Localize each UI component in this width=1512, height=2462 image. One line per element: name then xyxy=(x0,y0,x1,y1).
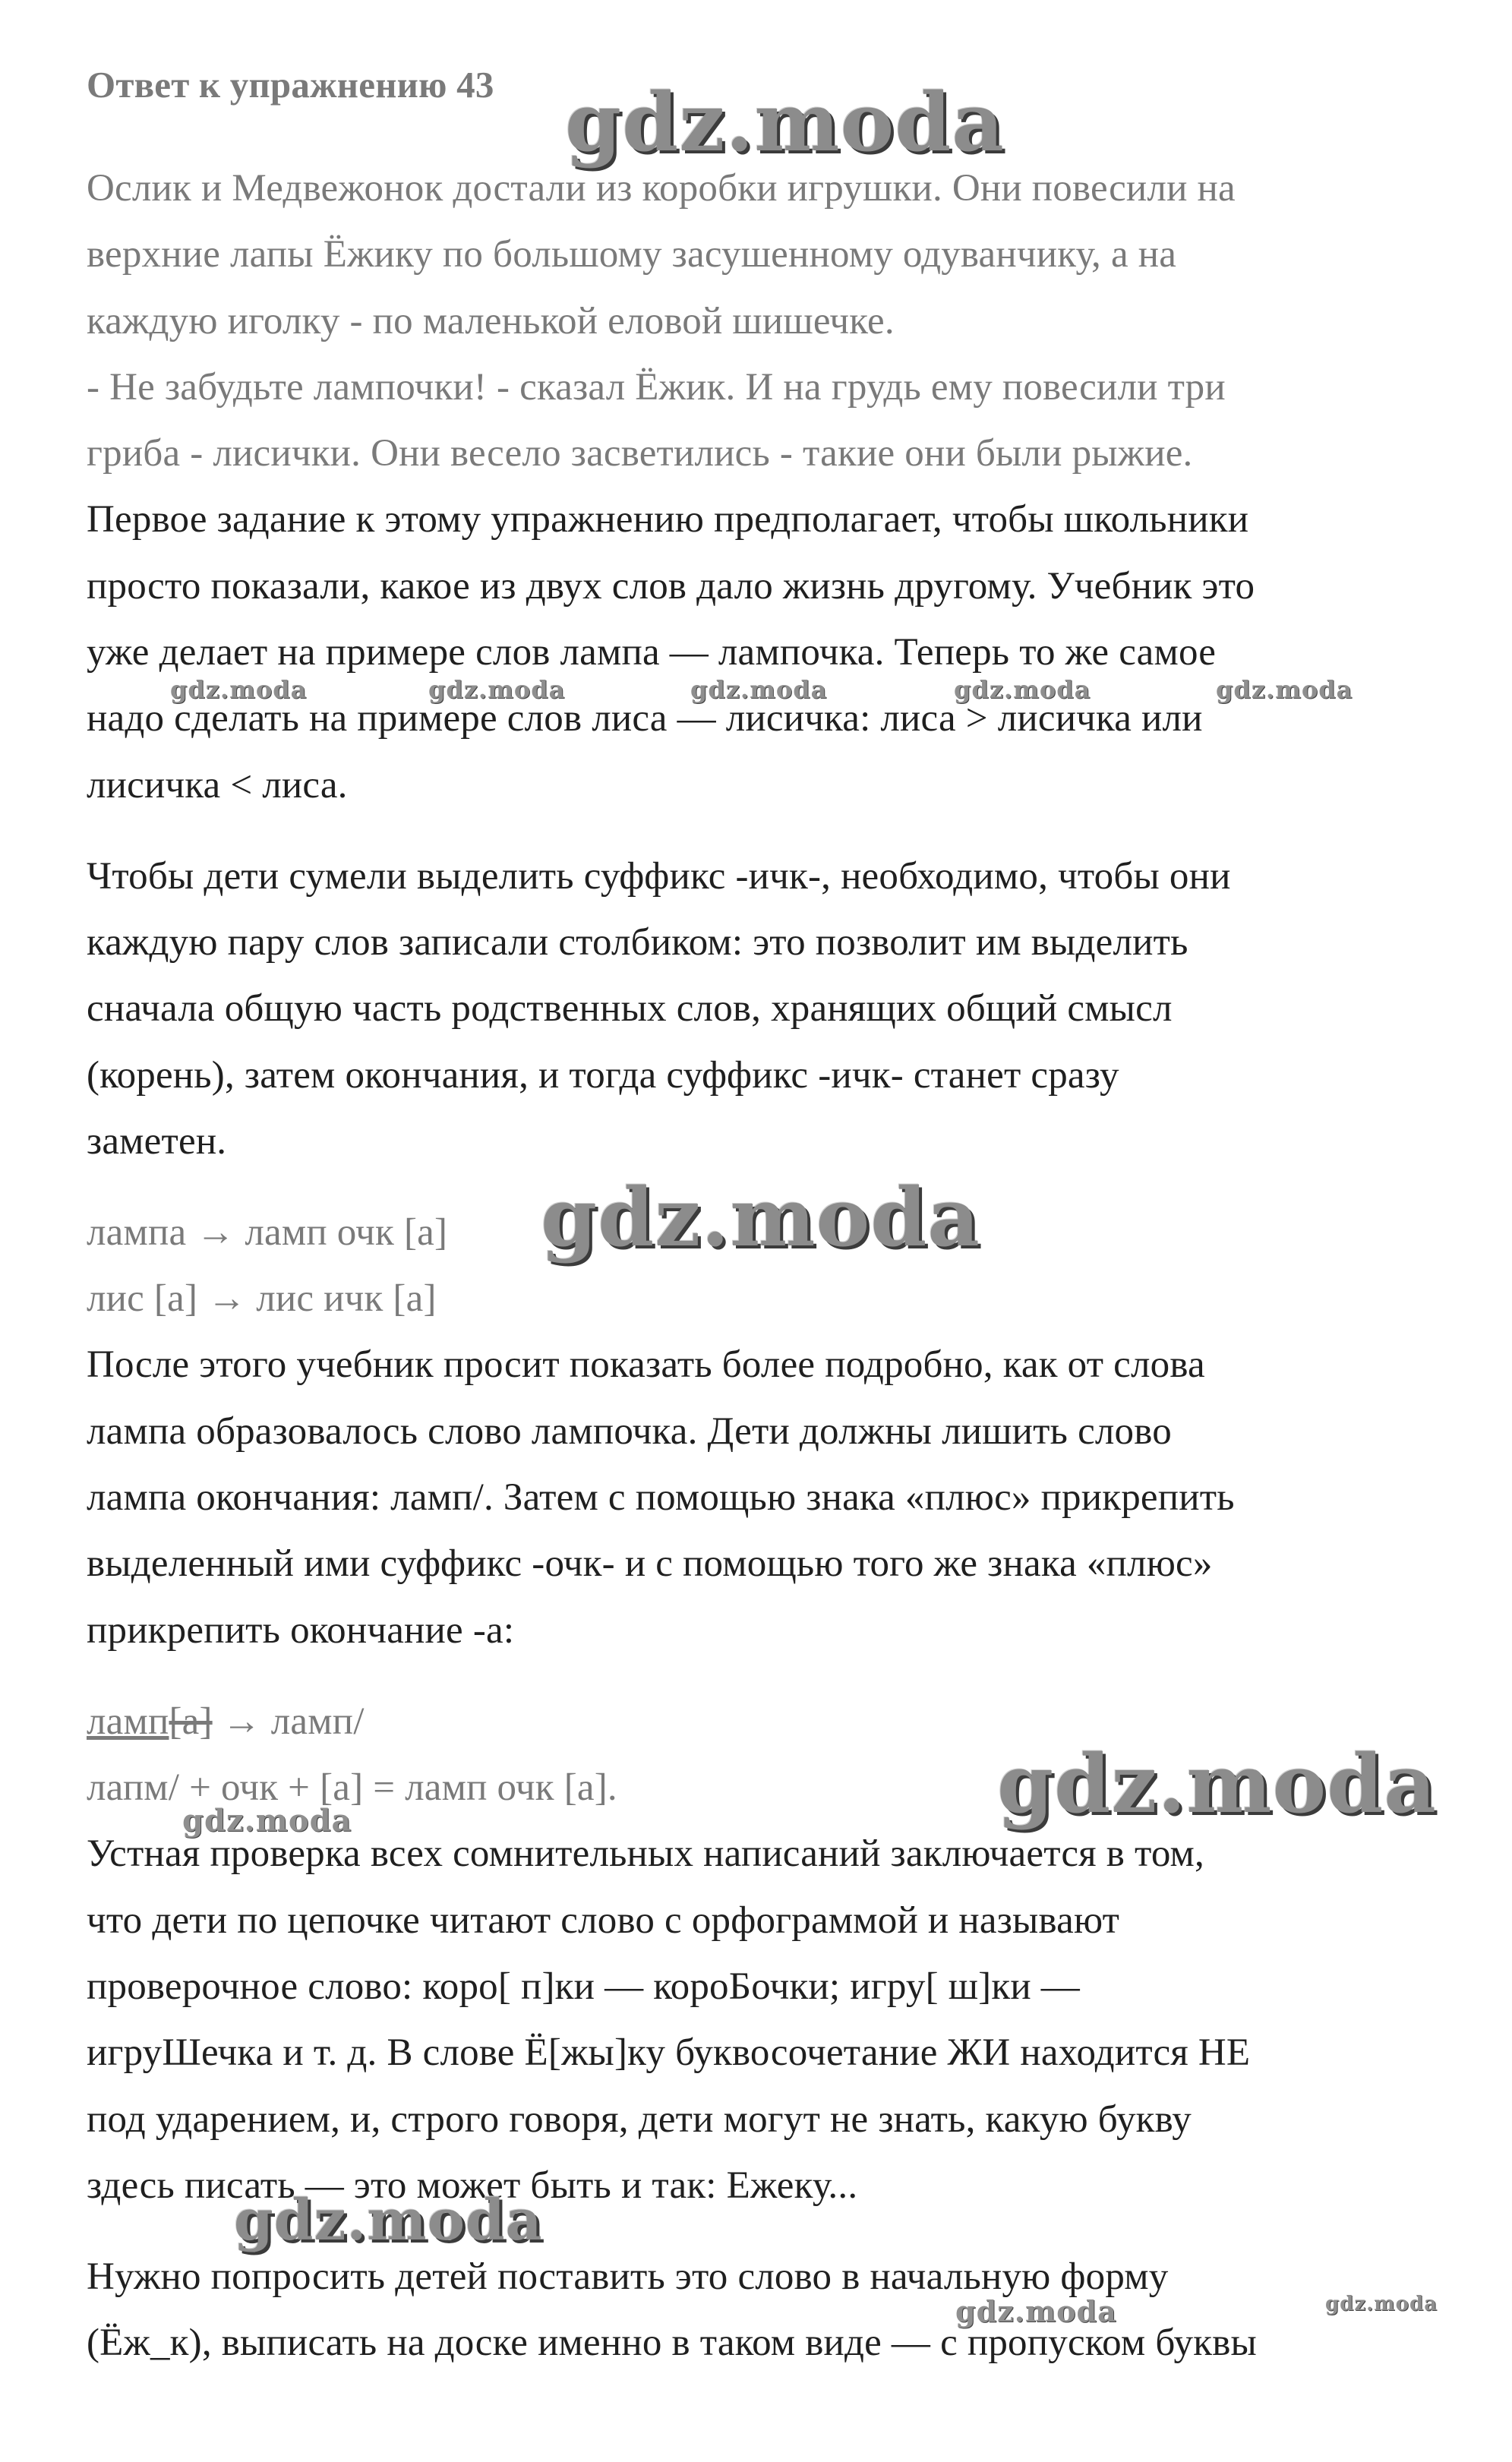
scheme-ending-struck: [а] xyxy=(169,1700,213,1743)
watermark-small-1: gdz.moda xyxy=(170,675,308,704)
task1-line-3: уже делает на примере слов лампа — лампочка. Теперь то же самое xyxy=(87,631,1217,674)
check-line-3: проверочное слово: коро[ п]ки — короБочки; игру[ ш]ки — xyxy=(87,1965,1080,2008)
task1-line-1: Первое задание к этому упражнению предполагает, чтобы школьники xyxy=(87,498,1249,541)
story-line-5: гриба - лисички. Они весело засветились - такие они были рыжие. xyxy=(87,432,1193,475)
last-line-2: (Ёж_к), выписать на доске именно в таком виде — с пропуском буквы xyxy=(87,2322,1257,2364)
watermark-small-2: gdz.moda xyxy=(428,675,566,704)
suffix-line-5: заметен. xyxy=(87,1120,227,1163)
watermark-small-4: gdz.moda xyxy=(954,675,1091,704)
suffix-line-4: (корень), затем окончания, и тогда суффикс -ичк- станет сразу xyxy=(87,1054,1119,1097)
watermark-large-4: gdz.moda xyxy=(234,2188,543,2253)
last-line-1: Нужно попросить детей поставить это слово в начальную форму xyxy=(87,2255,1169,2298)
example-line-2: лис [а] → лис ичк [а] xyxy=(87,1277,437,1320)
check-line-2: что дети по цепочке читают слово с орфограммой и называют xyxy=(87,1899,1120,1942)
suffix-line-3: сначала общую часть родственных слов, хранящих общий смысл xyxy=(87,987,1173,1030)
suffix-line-2: каждую пару слов записали столбиком: это позволит им выделить xyxy=(87,921,1188,964)
task1-line-5: лисичка < лиса. xyxy=(87,764,348,806)
scheme-arrow-rest: → ламп/ xyxy=(212,1700,365,1743)
check-line-5: под ударением, и, строго говоря, дети могут не знать, какую букву xyxy=(87,2098,1192,2141)
derivation-line-3: лампа окончания: ламп/. Затем с помощью знака «плюс» прикрепить xyxy=(87,1476,1235,1519)
story-line-3: каждую иголку - по маленькой еловой шишечке. xyxy=(87,300,895,342)
example-line-1: лампа → ламп очк [а] xyxy=(87,1211,448,1254)
check-line-1: Устная проверка всех сомнительных написаний заключается в том, xyxy=(87,1832,1204,1875)
watermark-large-3: gdz.moda xyxy=(997,1736,1437,1831)
watermark-small-8: gdz.moda xyxy=(1325,2293,1438,2315)
check-line-4: игруШечка и т. д. В слове Ё[жы]ку буквосочетание ЖИ находится НЕ xyxy=(87,2031,1251,2074)
derivation-line-1: После этого учебник просит показать более подробно, как от слова xyxy=(87,1343,1205,1386)
derivation-line-2: лампа образовалось слово лампочка. Дети должны лишить слово xyxy=(87,1410,1172,1453)
derivation-line-5: прикрепить окончание -а: xyxy=(87,1609,515,1652)
watermark-large-1: gdz.moda xyxy=(565,74,1005,169)
page-title: Ответ к упражнению 43 xyxy=(87,64,494,106)
scheme-line-1 xyxy=(87,1699,365,1744)
story-line-4: - Не забудьте лампочки! - сказал Ёжик. И на грудь ему повесили три xyxy=(87,366,1226,409)
watermark-small-6: gdz.moda xyxy=(182,1803,352,1839)
suffix-line-1: Чтобы дети сумели выделить суффикс -ичк-, необходимо, чтобы они xyxy=(87,855,1231,898)
watermark-small-7: gdz.moda xyxy=(955,2294,1117,2328)
scheme-root: ламп xyxy=(87,1700,169,1743)
watermark-small-3: gdz.moda xyxy=(690,675,828,704)
watermark-large-2: gdz.moda xyxy=(541,1169,980,1264)
task1-line-2: просто показали, какое из двух слов дало жизнь другому. Учебник это xyxy=(87,565,1255,608)
task1-line-4: надо сделать на примере слов лиса — лисичка: лиса > лисичка или xyxy=(87,697,1203,740)
scheme-formula: лапм/ + очк + [а] = ламп очк [а]. xyxy=(87,1766,617,1809)
watermark-small-5: gdz.moda xyxy=(1216,675,1353,704)
story-line-1: Ослик и Медвежонок достали из коробки игрушки. Они повесили на xyxy=(87,167,1236,210)
story-line-2: верхние лапы Ёжику по большому засушенному одуванчику, а на xyxy=(87,233,1177,276)
derivation-line-4: выделенный ими суффикс -очк- и с помощью того же знака «плюс» xyxy=(87,1542,1213,1585)
check-line-6: здесь писать — это может быть и так: Ежеку... xyxy=(87,2164,858,2207)
